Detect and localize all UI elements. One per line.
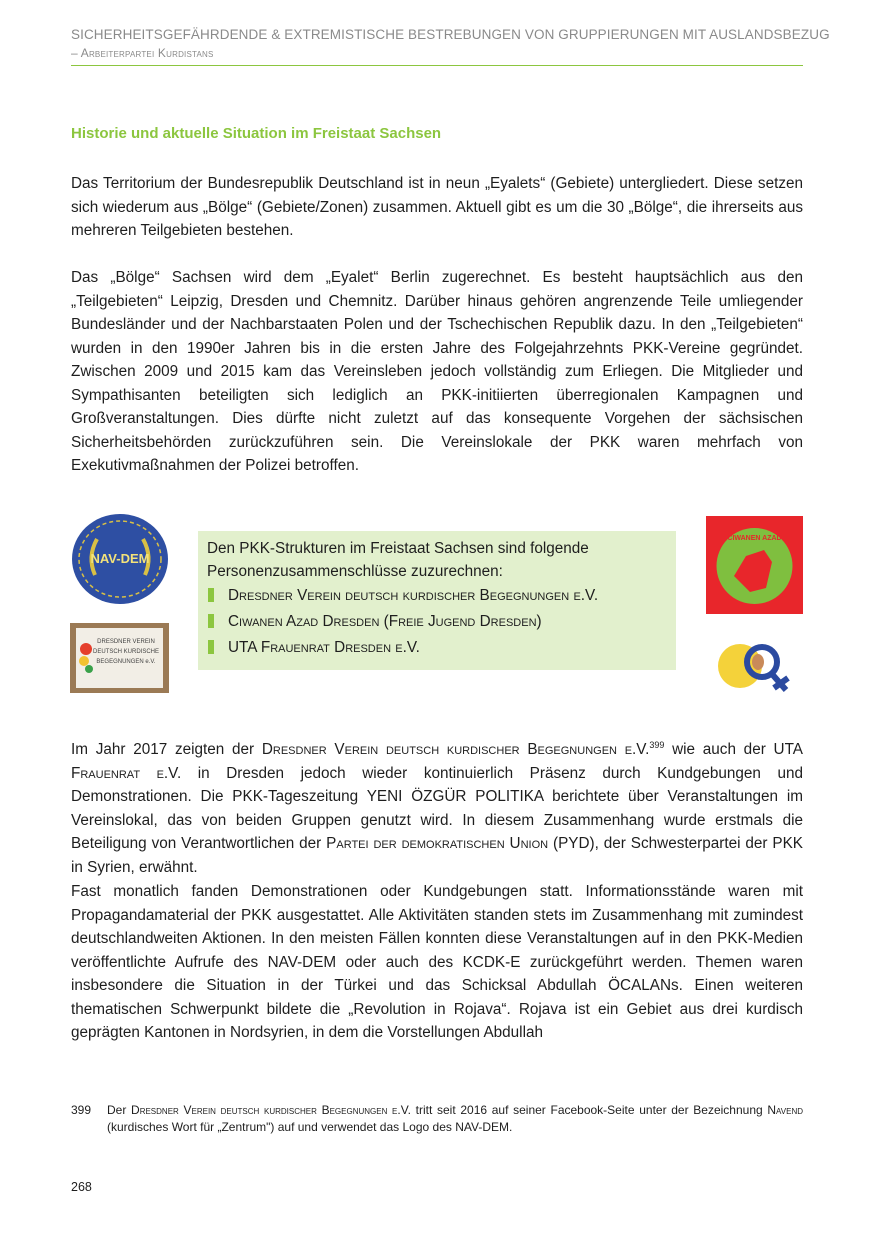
paragraph-4: Fast monatlich fanden Demonstrationen oder Kundgebungen statt. Informationsstände waren mit Propagandamaterial der PKK ausgestattet. Alle Aktivitäten standen stets im Zusammenhang mit zumindest deutschlandweiten Aktionen. In den meisten Fällen konnten diese Veranstaltungen auf in den PKK-Medien veröffentlichte Aufrufe des NAV-DEM oder auch des KCDK-E zurückgeführt werden. Themen waren insbesondere die Situation in der Türkei und das Schicksal Abdullah ÖCALANs. Einen weiteren thematischen Schwerpunkt bildete die „Revolution in Rojava“. Rojava ist ein Gebiet aus drei kurdisch geprägten Kantonen in Nordsyrien, in dem die Vorstellungen Abdullah (71, 883, 803, 1041)
ciwanen-logo-text: CIWANEN AZAD (727, 535, 782, 542)
section-title: Historie und aktuelle Situation im Freistaat Sachsen (71, 125, 442, 142)
sign-line-2: DEUTSCH KURDISCHE (92, 649, 160, 655)
paragraph-2: Das „Bölge“ Sachsen wird dem „Eyalet“ Berlin zugerechnet. Es besteht hauptsächlich aus den „Teilgebieten“ Leipzig, Dresden und Chemnitz. Darüber hinaus gehören angrenzende Teile umliegender Bundesländer und der Nachbarstaaten Polen und der Tschechischen Republik dazu. In den „Teilgebieten“ wurden in den 1990er Jahren bis in die ersten Jahre des Folgejahrzehnts PKK-Vereine gegründet. Zwischen 2009 und 2015 kam das Vereinsleben jedoch vollständig zum Erliegen. Die Mitglieder und Sympathisanten beteiligten sich lediglich an PKK-initiierten überregionalen Kampagnen und Großveranstaltungen. Dies dürfte nicht zuletzt auf das konsequente Vorgehen der sächsischen Sicherheitsbehörden zurückzuführen sein. Die Vereinslokale der PKK waren mehrfach von Exekutivmaßnahmen der Polizei betroffen. (71, 269, 803, 474)
org-name-pyd: Partei der demokratischen Union (326, 835, 549, 852)
navdem-logo (71, 513, 169, 605)
org-name-dresdner-verein: Dresdner Verein deutsch kurdischer Begegnungen e.V. (261, 741, 650, 758)
footnote-number: 399 (71, 1103, 92, 1117)
association-sign-photo (70, 623, 169, 693)
paragraph-3: Im Jahr 2017 zeigten der Dresdner Verein deutsch kurdischer Begegnungen e.V.$^{399}$ wie auch der UTA Frauenrat e.V. in Dresden jedoch wieder kontinuierlich Präsenz durch Kundgebungen und Demonstrationen. Die PKK-Tageszeitung YENI ÖZGÜR POLITIKA berichtete über Veranstaltungen im Vereinslokal, das von beiden Gruppen genutzt wird. In diesem Zusammenhang wurde erstmals die Beteiligung von Verantwortlichen der Partei der demokratischen Union (PYD), der Schwesterpartei der PKK in Syrien, erwähnt. (71, 739, 803, 876)
page-number: 268 (71, 1180, 92, 1194)
org-name-frauenrat: Frauenrat e.V. (71, 764, 182, 782)
bullet-marker (208, 640, 214, 654)
navdem-logo-text: NAV-DEM (90, 551, 150, 566)
ciwanen-azad-logo (706, 516, 803, 614)
list-item: Ciwanen Azad Dresden (Freie Jugend Dresden) (208, 613, 542, 633)
header-rule (71, 65, 803, 66)
sign-line-3: BEGEGNUNGEN e.V. (96, 659, 156, 665)
list-item: Dresdner Verein deutsch kurdischer Begegnungen e.V. (208, 587, 598, 607)
organizations-box (198, 531, 676, 670)
running-subheader: – Arbeiterpartei Kurdistans (71, 46, 214, 60)
box-intro: Den PKK-Strukturen im Freistaat Sachsen sind folgende Personenzusammenschlüsse zuzurechnen: (207, 540, 589, 580)
footnote-text: Der Dresdner Verein deutsch kurdischer Begegnungen e.V. tritt seit 2016 auf seiner Facebook-Seite unter der Bezeichnung Navend (kurdisches Wort für „Zentrum") auf und verwendet das Logo des NAV-DEM. (107, 1103, 804, 1134)
paragraph-1: Das Territorium der Bundesrepublik Deutschland ist in neun „Eyalets“ (Gebiete) untergliedert. Diese setzen sich wiederum aus „Bölge“ (Gebiete/Zonen) zusammen. Aktuell gibt es um die 30 „Bölge“, die ihrerseits aus mehreren Teilgebieten bestehen. (71, 175, 803, 239)
sign-line-1: DRESDNER VEREIN (97, 639, 155, 645)
bullet-marker (208, 614, 214, 628)
uta-frauenrat-logo (706, 638, 803, 698)
footnote-ref: 399 (649, 739, 665, 750)
running-header: SICHERHEITSGEFÄHRDENDE & EXTREMISTISCHE BESTREBUNGEN VON GRUPPIERUNGEN MIT AUSLANDSBEZUG (71, 27, 830, 42)
list-item: UTA Frauenrat Dresden e.V. (208, 639, 420, 659)
bullet-marker (208, 588, 214, 602)
